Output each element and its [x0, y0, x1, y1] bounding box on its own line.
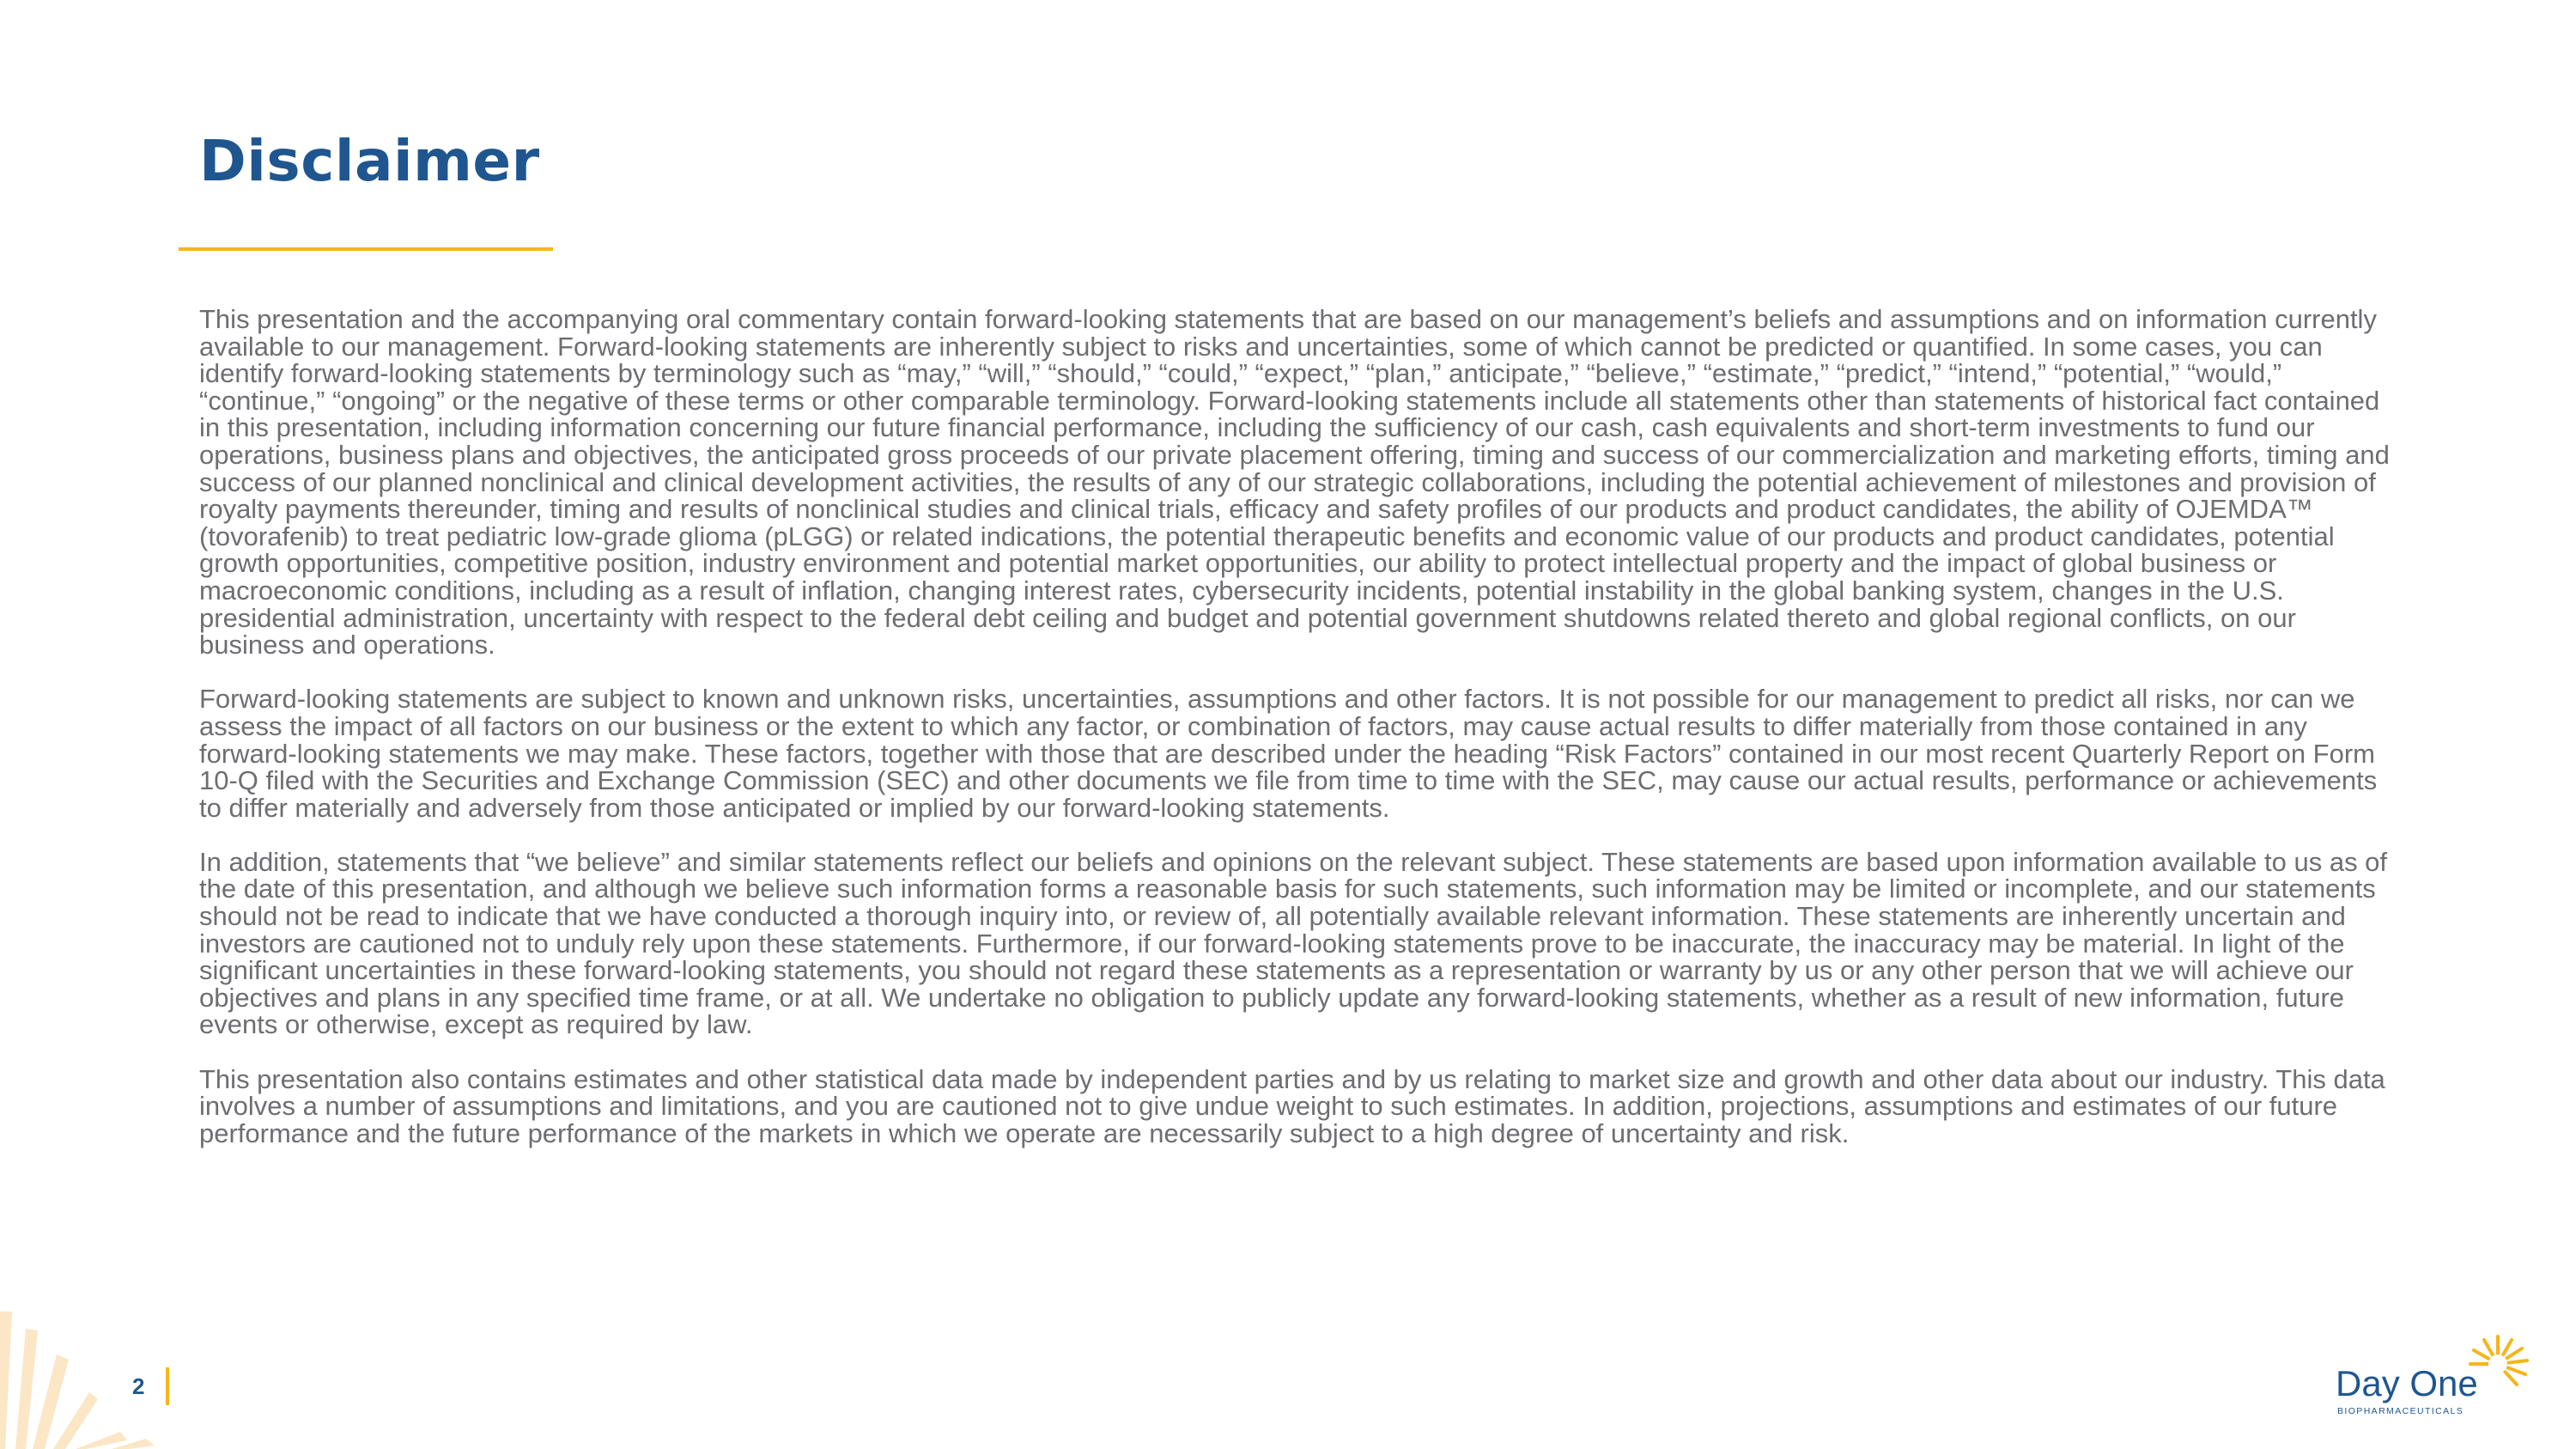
logo-wordmark: Day One — [2336, 1363, 2478, 1403]
page-number: 2 — [132, 1373, 145, 1399]
logo-subtitle: BIOPHARMACEUTICALS — [2337, 1406, 2464, 1416]
page-title: Disclaimer — [199, 128, 540, 194]
disclaimer-paragraph-4: This presentation also contains estimates and other statistical data made by independent parties and by us relating to market size and growth and other data about our industry. This data involves a number of assumptions and limitations, and you are cautioned not to give undue weight to such estimates. In addition, projections, assumptions and estimates of our future performance and the future performance of the markets in which we operate are necessarily subject to a high degree of uncertainty and risk. — [199, 1063, 2385, 1148]
sun-ray-decoration — [0, 1303, 258, 1449]
disclaimer-paragraph-1: This presentation and the accompanying oral commentary contain forward-looking statements that are based on our management’s beliefs and assumptions and on information currently available to our management. Forward-looking statements are inherently subject to risks and uncertainties, some of which cannot be predicted or quantified. In some cases, you can identify forward-looking statements by terminology such as “may,” “will,” “should,” “could,” “expect,” “plan,” anticipate,” “believe,” “estimate,” “predict,” “intend,” “potential,” “would,” “continue,” “ongoing” or the negative of these terms or other comparable terminology. Forward-looking statements include all statements other than statements of historical fact contained in this presentation, including information concerning our future financial performance, including the sufficiency of our cash, cash equivalents and short-term investments to fund our operations, business plans and objectives, the anticipated gross proceeds of our private placement offering, timing and success of our commercialization and marketing efforts, timing and success of our planned nonclinical and clinical development activities, the results of any of our strategic collaborations, including the potential achievement of milestones and provision of royalty payments thereunder, timing and results of nonclinical studies and clinical trials, efficacy and safety profiles of our products and product candidates, the ability of OJEMDA™ (tovorafenib) to treat pediatric low-grade glioma (pLGG) or related indications, the potential therapeutic benefits and economic value of our products and product candidates, potential growth opportunities, competitive position, industry environment and potential market opportunities, our ability to protect intellectual property and the impact of global business or macroeconomic conditions, including as a result of inflation, changing interest rates, cybersecurity incidents, potential instability in the global banking system, changes in the U.S. presidential administration, uncertainty with respect to the federal debt ceiling and budget and potential government shutdowns related thereto and global regional conflicts, on our business and operations. — [199, 304, 2390, 661]
company-logo — [2336, 1330, 2533, 1424]
disclaimer-body — [199, 306, 2397, 1147]
page-number-divider — [166, 1367, 169, 1405]
title-underline — [179, 247, 553, 251]
disclaimer-paragraph-2: Forward-looking statements are subject to known and unknown risks, uncertainties, assumptions and other factors. It is not possible for our management to predict all risks, nor can we assess the impact of all factors on our business or the extent to which any factor, or combination of factors, may cause actual results to differ materially from those contained in any forward-looking statements we may make. These factors, together with those that are described under the heading “Risk Factors” contained in our most recent Quarterly Report on Form 10-Q filed with the Securities and Exchange Commission (SEC) and other documents we file from time to time with the SEC, may cause our actual results, performance or achievements to differ materially and adversely from those anticipated or implied by our forward-looking statements. — [199, 684, 2378, 823]
disclaimer-paragraph-3: In addition, statements that “we believe” and similar statements reflect our beliefs and opinions on the relevant subject. These statements are based upon information available to us as of the date of this presentation, and although we believe such information forms a reasonable basis for such statements, such information may be limited or incomplete, and our statements should not be read to indicate that we have conducted a thorough inquiry into, or review of, all potentially available relevant information. These statements are inherently uncertain and investors are cautioned not to unduly rely upon these statements. Furthermore, if our forward-looking statements prove to be inaccurate, the inaccuracy may be material. In light of the significant uncertainties in these forward-looking statements, you should not regard these statements as a representation or warranty by us or any other person that we will achieve our objectives and plans in any specified time frame, or at all. We undertake no obligation to publicly update any forward-looking statements, whether as a result of new information, future events or otherwise, except as required by law. — [199, 846, 2388, 1040]
